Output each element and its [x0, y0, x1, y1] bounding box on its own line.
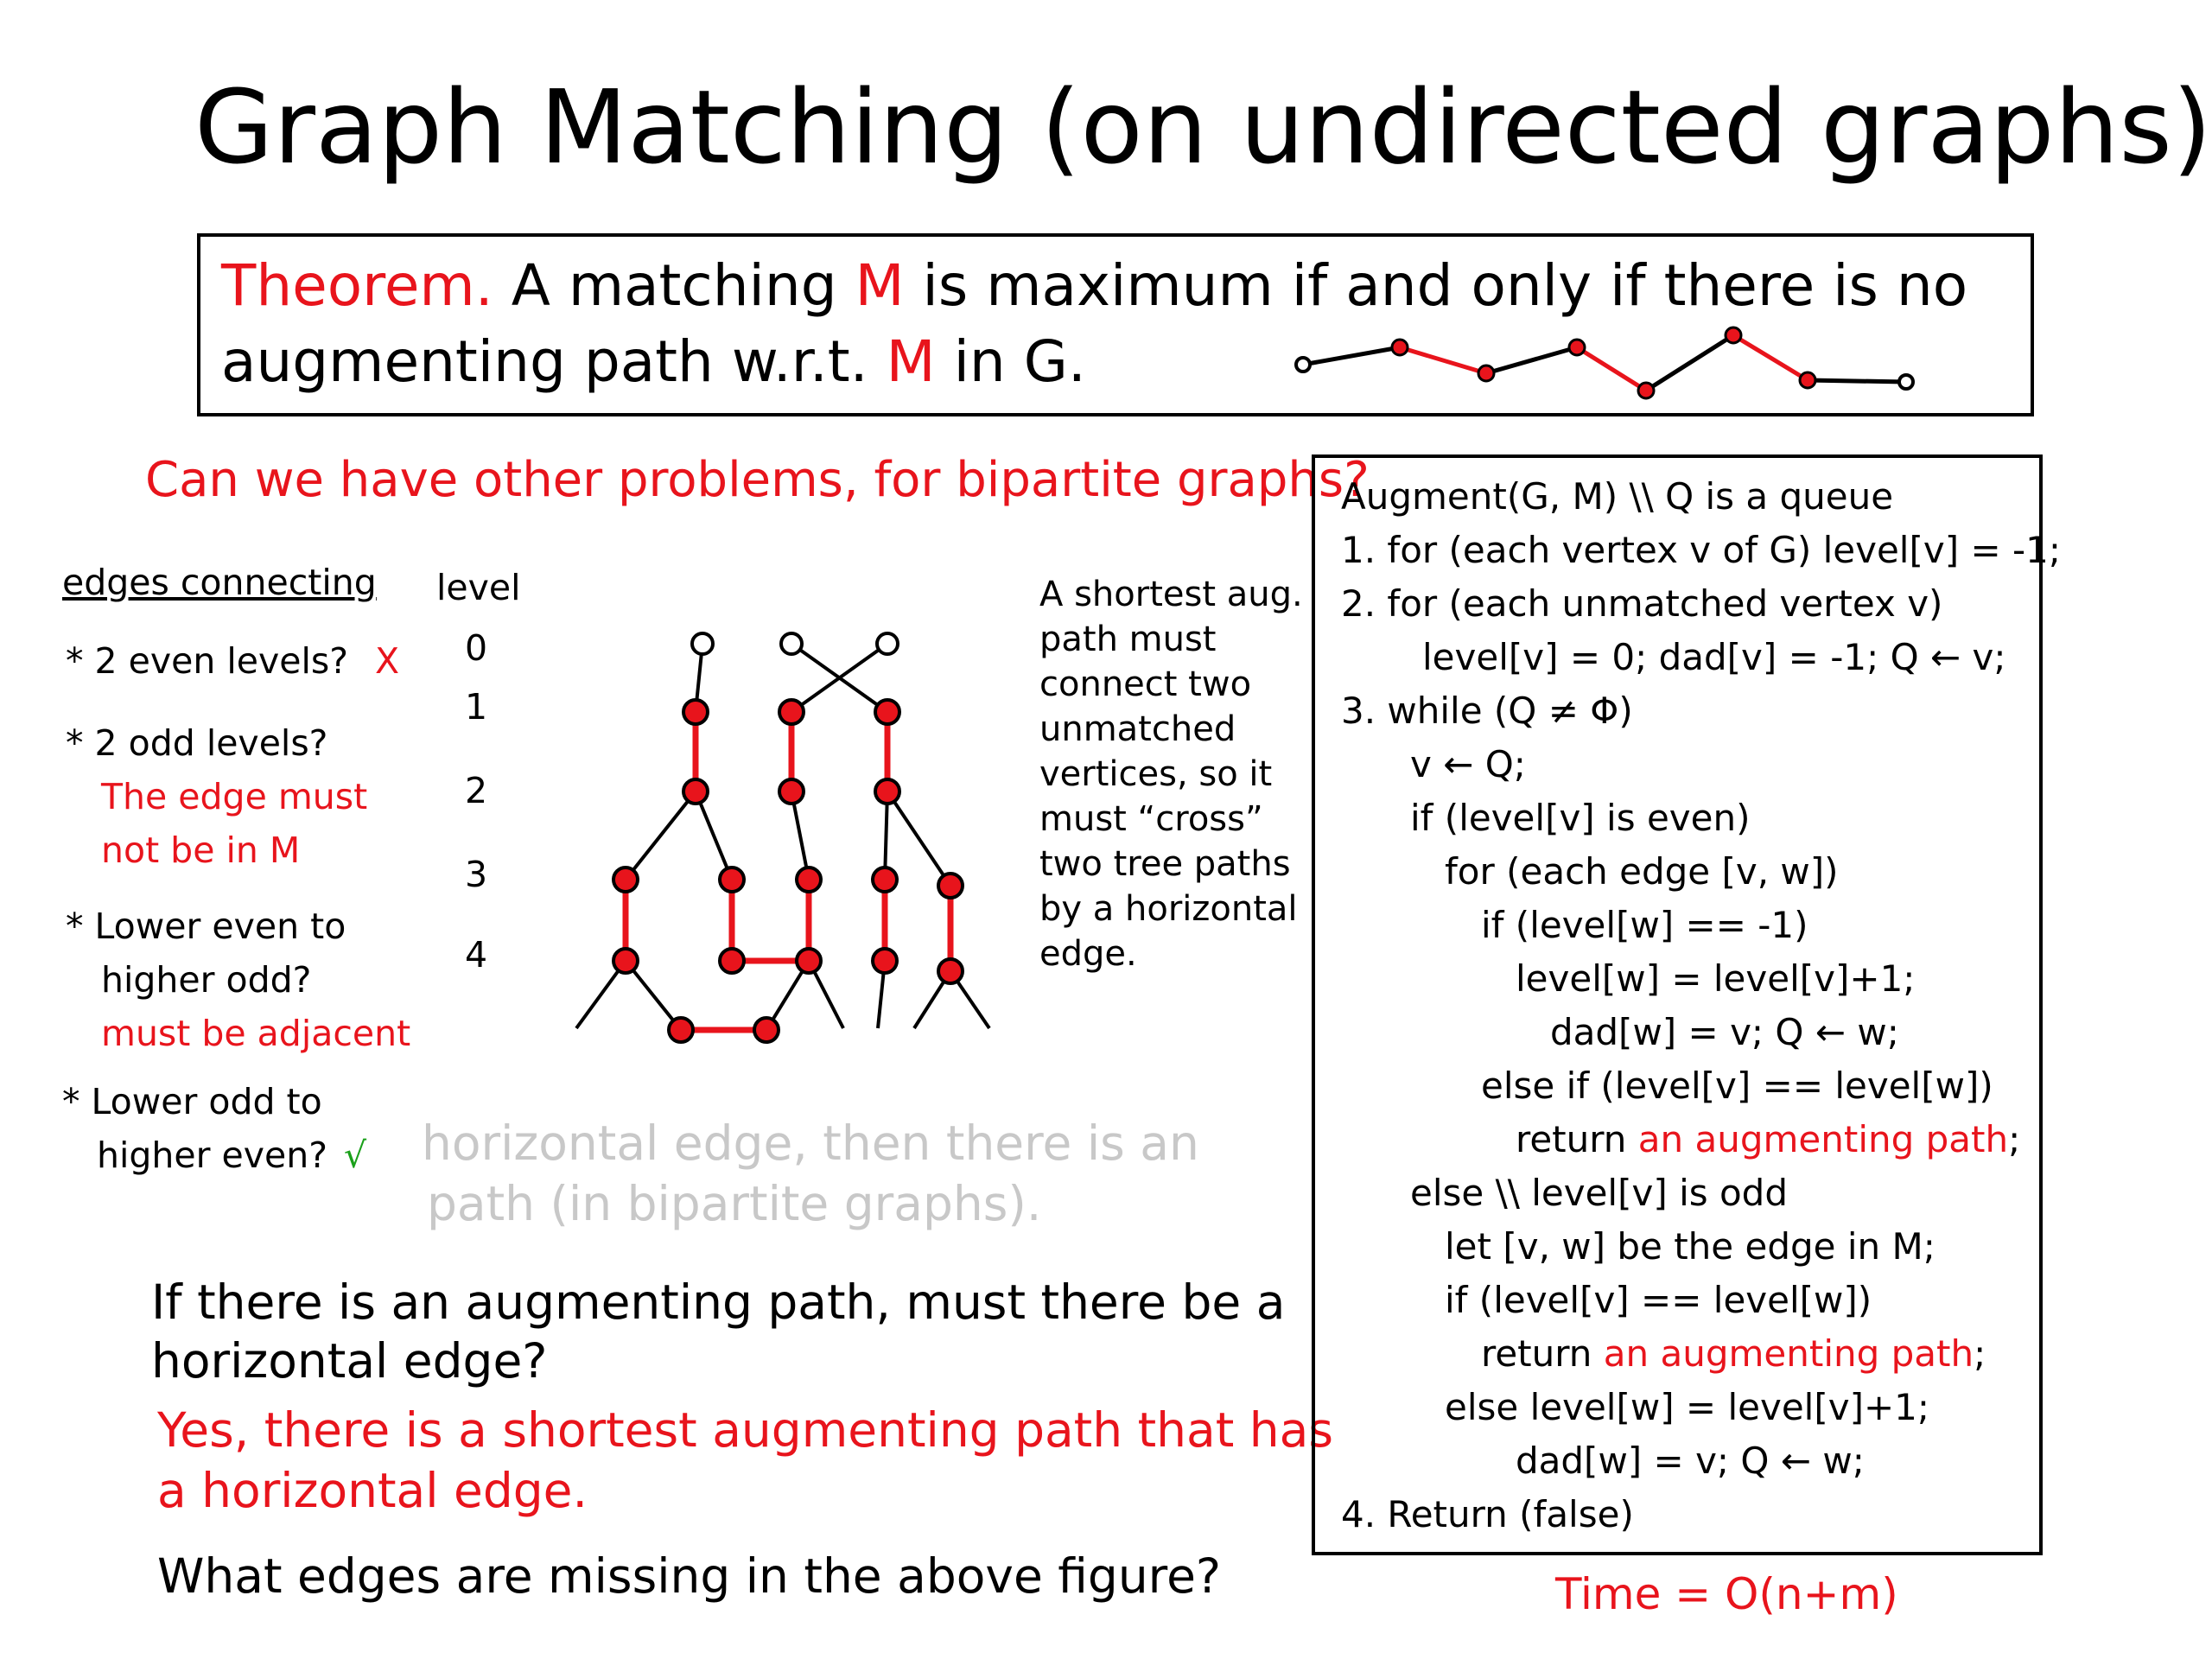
level-4: 4: [465, 934, 488, 976]
theorem-text-1b: is maximum if and only if there is no: [922, 252, 1968, 319]
theorem-text-2b: in G.: [953, 328, 1086, 395]
level-header: level: [436, 567, 521, 608]
algo-line: 2. for (each unmatched vertex v): [1341, 582, 1943, 625]
matched-vertex: [683, 779, 708, 804]
matched-vertex: [938, 959, 963, 983]
matched-vertex: [873, 868, 897, 892]
algo-line: if (level[v] == level[w]): [1445, 1279, 1872, 1321]
path-vertex: [1392, 340, 1408, 355]
algo-line: for (each edge [v, w]): [1445, 850, 1839, 893]
matched-vertex: [875, 779, 899, 804]
theorem-m-1: M: [855, 252, 905, 319]
check-mark-icon: √: [344, 1135, 367, 1176]
augment-algorithm-box: [1312, 454, 2062, 1555]
level-tree-graph: [553, 605, 1020, 1063]
tree-edge: [696, 791, 732, 880]
level-3: 3: [465, 854, 488, 895]
note-line: unmatched: [1039, 709, 1236, 749]
path-edge-matched: [1400, 347, 1486, 373]
algo-return: return: [1481, 1332, 1604, 1375]
theorem-line-2: [221, 328, 1086, 395]
note-line: path must: [1039, 620, 1217, 659]
algo-line: else \\ level[v] is odd: [1410, 1172, 1789, 1214]
theorem-text-2a: augmenting path w.r.t.: [221, 328, 868, 395]
algo-line: level[v] = 0; dad[v] = -1; Q ← v;: [1422, 636, 2006, 678]
algo-line: if (level[v] is even): [1410, 797, 1751, 839]
bipartite-question: Can we have other problems, for bipartite graphs?: [145, 452, 1370, 508]
algo-line: level[w] = level[v]+1;: [1516, 957, 1916, 1000]
level-0: 0: [465, 627, 488, 669]
level-1: 1: [465, 686, 488, 728]
path-edge: [1808, 380, 1906, 382]
path-edge: [1646, 335, 1733, 391]
note-line: two tree paths: [1039, 844, 1291, 884]
level-2: 2: [465, 770, 488, 811]
algo-line: 4. Return (false): [1341, 1493, 1634, 1535]
path-vertex: [1638, 383, 1654, 398]
faded-text-2: path (in bipartite graphs).: [427, 1176, 1042, 1231]
note-line: A shortest aug.: [1039, 575, 1303, 614]
item-odd-levels-question: * 2 odd levels?: [66, 722, 328, 764]
item-odd-to-even-question-2: higher even?: [97, 1135, 327, 1176]
note-line: by a horizontal: [1039, 889, 1298, 929]
tree-edge: [887, 791, 950, 886]
question-missing-edges: What edges are missing in the above figure?: [157, 1548, 1222, 1604]
answer-horizontal-2: a horizontal edge.: [157, 1463, 588, 1518]
matched-vertex: [669, 1018, 693, 1042]
algo-line: else level[w] = level[v]+1;: [1445, 1386, 1930, 1428]
shortest-path-note: [1039, 572, 1303, 976]
path-vertex-unmatched: [1296, 358, 1310, 372]
item-even-to-odd-question-2: higher odd?: [101, 959, 312, 1001]
theorem-text-1a: A matching: [511, 252, 837, 319]
algo-return: return: [1516, 1118, 1638, 1160]
algo-semicolon: ;: [2008, 1118, 2021, 1160]
algo-line: else if (level[v] == level[w]): [1481, 1065, 1993, 1107]
algo-semicolon: ;: [1974, 1332, 1986, 1375]
matched-vertex: [683, 700, 708, 724]
matched-vertex: [938, 874, 963, 898]
matched-vertex: [875, 700, 899, 724]
unmatched-vertex: [781, 633, 802, 654]
path-vertex-unmatched: [1899, 375, 1913, 389]
theorem-line-1: [221, 252, 1968, 319]
time-complexity: Time = O(n+m): [1555, 1569, 1898, 1619]
algo-line: [1481, 1332, 1986, 1375]
algo-augmenting-path: an augmenting path: [1603, 1332, 1974, 1375]
item-even-levels: [66, 640, 400, 682]
question-horizontal-2: horizontal edge?: [151, 1333, 548, 1389]
algo-augmenting-path: an augmenting path: [1637, 1118, 2009, 1160]
item-even-levels-question: * 2 even levels?: [66, 640, 348, 682]
tree-edge: [626, 791, 696, 880]
item-odd-levels-answer-2: not be in M: [101, 830, 301, 871]
note-line: edge.: [1039, 934, 1137, 974]
algo-line: 1. for (each vertex v of G) level[v] = -1;: [1341, 529, 2062, 571]
theorem-label: Theorem.: [221, 252, 493, 319]
path-vertex: [1726, 327, 1741, 343]
unmatched-vertex: [877, 633, 898, 654]
note-line: connect two: [1039, 664, 1252, 704]
item-even-to-odd-answer: must be adjacent: [101, 1013, 411, 1054]
algo-line: dad[w] = v; Q ← w;: [1516, 1440, 1865, 1482]
matched-vertex: [754, 1018, 779, 1042]
path-edge-matched: [1733, 335, 1808, 380]
matched-vertex: [779, 779, 804, 804]
note-line: vertices, so it: [1039, 754, 1273, 794]
item-even-to-odd-question-1: * Lower even to: [66, 906, 346, 947]
question-horizontal-1: If there is an augmenting path, must there be a: [151, 1274, 1286, 1330]
path-vertex: [1800, 372, 1815, 388]
theorem-m-2: M: [886, 328, 936, 395]
note-line: must “cross”: [1039, 799, 1263, 839]
slide-title: Graph Matching (on undirected graphs): [194, 67, 2212, 187]
algo-line: dad[w] = v; Q ← w;: [1550, 1011, 1899, 1053]
matched-vertex: [797, 868, 821, 892]
path-edge-matched: [1577, 347, 1646, 391]
algo-line: if (level[w] == -1): [1481, 904, 1808, 946]
edges-connecting-header: edges connecting: [62, 562, 377, 603]
algo-line: 3. while (Q ≠ Φ): [1341, 690, 1633, 732]
matched-vertex: [613, 949, 638, 973]
path-edge: [1486, 347, 1577, 373]
algo-line: let [v, w] be the edge in M;: [1445, 1225, 1936, 1268]
algo-line: v ← Q;: [1410, 743, 1526, 785]
path-vertex: [1569, 340, 1585, 355]
answer-horizontal-1: Yes, there is a shortest augmenting path that has: [157, 1402, 1333, 1458]
path-vertex: [1478, 365, 1494, 381]
matched-vertex: [797, 949, 821, 973]
matched-vertex: [613, 868, 638, 892]
x-mark-icon: X: [375, 640, 400, 682]
faded-text-1: horizontal edge, then there is an: [422, 1116, 1199, 1171]
item-odd-to-even-question-1: * Lower odd to: [62, 1081, 322, 1122]
matched-vertex: [720, 868, 744, 892]
algo-line: Augment(G, M) \\ Q is a queue: [1341, 475, 1894, 518]
algo-line: [1516, 1118, 2021, 1160]
matched-vertex: [720, 949, 744, 973]
path-edge: [1303, 347, 1400, 365]
matched-vertex: [779, 700, 804, 724]
matched-vertex: [873, 949, 897, 973]
augmenting-path-illustration: [1262, 311, 1936, 415]
item-odd-levels-answer-1: The edge must: [101, 776, 368, 817]
unmatched-vertex: [692, 633, 713, 654]
